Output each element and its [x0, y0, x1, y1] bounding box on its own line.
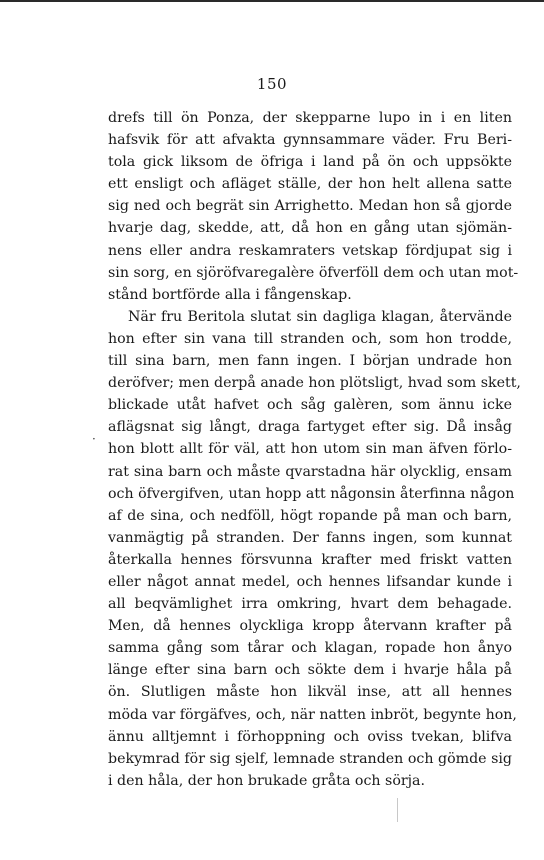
- text-line: hon efter sin vana till stranden och, som hon trodde,: [108, 330, 512, 347]
- text-line: När fru Beritola slutat sin dagliga klagan, återvände: [128, 308, 512, 325]
- text-line: tola gick liksom de öfriga i land på ön och uppsökte: [108, 154, 512, 171]
- text-line: i den håla, der hon brukade gråta och sörja.: [108, 772, 426, 789]
- text-line: rat sina barn och måste qvarstadna här olycklig, ensam: [108, 463, 512, 480]
- text-line: stånd bortförde alla i fångenskap.: [108, 286, 352, 303]
- text-line: aflägsnat sig långt, draga fartyget efter sig. Då insåg: [108, 419, 512, 436]
- page-top-edge: [0, 0, 544, 2]
- text-line: af de sina, och nedföll, högt ropande på man och barn,: [108, 507, 512, 524]
- text-line: deröfver; men derpå anade hon plötsligt, hvad som skett,: [108, 375, 521, 392]
- text-line: möda var förgäfves, och, när natten inbröt, begynte hon,: [108, 706, 517, 723]
- text-line: all beqvämlighet irra omkring, hvart dem behagade.: [108, 596, 512, 613]
- text-line: blickade utåt hafvet och såg galèren, som ännu icke: [108, 397, 512, 414]
- text-line: återkalla hennes försvunna krafter med friskt vatten: [108, 551, 512, 568]
- text-line: eller något annat medel, och hennes lifsandar kunde i: [108, 573, 512, 590]
- text-line: Men, då hennes olyckliga kropp återvann krafter på: [108, 618, 512, 635]
- text-line: hafsvik för att afvakta gynnsammare väder. Fru Beri-: [108, 132, 512, 149]
- page-number: 150: [256, 75, 288, 93]
- paragraph-1: [108, 107, 519, 306]
- text-line: sin sorg, en sjöröfvaregalère öfverföll dem och utan mot-: [108, 264, 519, 281]
- paragraph-2: [108, 306, 521, 792]
- margin-mark: ·: [92, 432, 96, 446]
- text-line: ännu alltjemnt i förhoppning och oviss tvekan, blifva: [108, 728, 512, 745]
- text-line: hvarje dag, skedde, att, då hon en gång utan sjömän-: [108, 220, 512, 237]
- text-line: länge efter sina barn och sökte dem i hvarje håla på: [108, 662, 512, 679]
- text-line: samma gång som tårar och klagan, ropade hon ånyo: [108, 640, 512, 657]
- text-line: och öfvergifven, utan hopp att någonsin återfinna någon: [108, 485, 515, 502]
- scan-mark: [397, 798, 398, 822]
- text-line: sig ned och begrät sin Arrighetto. Medan hon så gjorde: [108, 198, 512, 215]
- text-line: hon blott allt för väl, att hon utom sin man äfven förlo-: [108, 441, 512, 458]
- body-text: [108, 107, 521, 792]
- text-line: ett ensligt och afläget ställe, der hon helt allena satte: [108, 176, 512, 193]
- text-line: nens eller andra reskamraters vetskap fördjupat sig i: [108, 242, 512, 259]
- text-line: ön. Slutligen måste hon likväl inse, att all hennes: [108, 684, 512, 701]
- text-line: till sina barn, men fann ingen. I början undrade hon: [108, 353, 512, 370]
- text-line: bekymrad för sig sjelf, lemnade stranden och gömde sig: [108, 750, 512, 767]
- text-line: drefs till ön Ponza, der skepparne lupo in i en liten: [108, 110, 512, 126]
- text-line: vanmägtig på stranden. Der fanns ingen, som kunnat: [108, 529, 512, 546]
